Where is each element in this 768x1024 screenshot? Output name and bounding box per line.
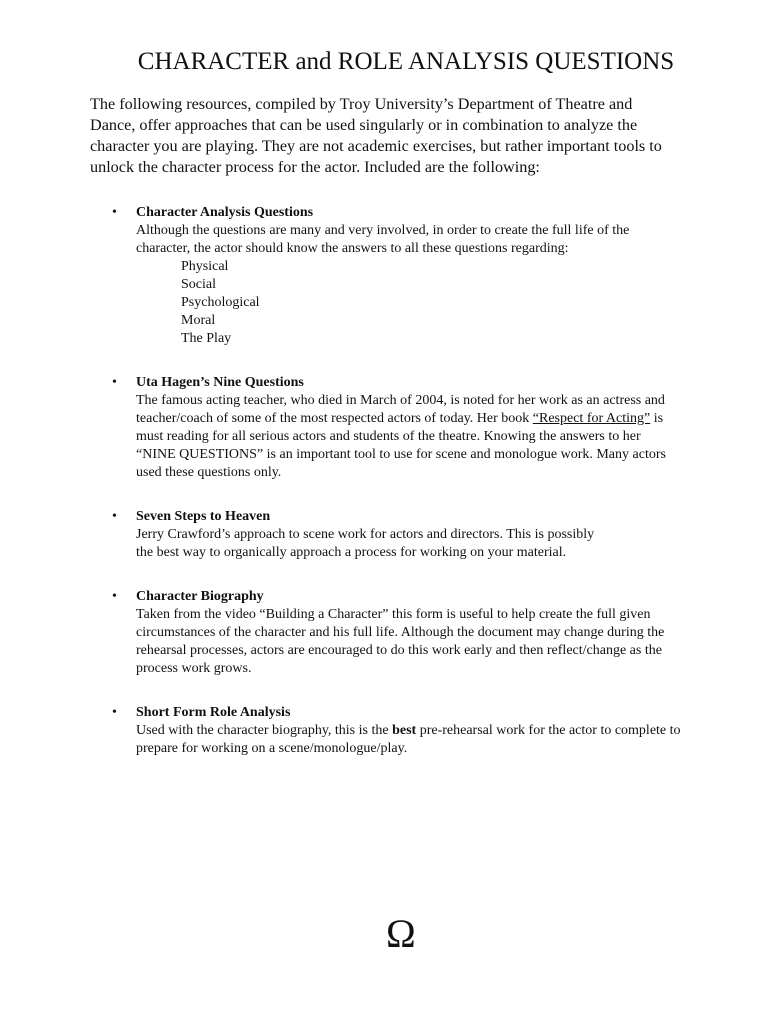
section-text-line: The famous acting teacher, who died in March of 2004, is noted for her work as an actress and <box>136 393 665 408</box>
section-text-line: Although the questions are many and very involved, in order to create the full life of the <box>136 223 630 238</box>
subitem-psychological: Psychological <box>181 295 260 310</box>
page-title: CHARACTER and ROLE ANALYSIS QUESTIONS <box>137 48 675 75</box>
intro-line: unlock the character process for the actor. Included are the following: <box>90 158 540 176</box>
section-text-line: prepare for working on a scene/monologue/play. <box>136 741 408 756</box>
section-text-line <box>136 722 732 740</box>
text-segment: teacher/coach of some of the most respected actors of today. Her book <box>136 411 533 426</box>
intro-paragraph <box>90 94 730 178</box>
subitem-physical: Physical <box>181 259 229 274</box>
section-text-line: the best way to organically approach a process for working on your material. <box>136 545 567 560</box>
section-heading: Character Analysis Questions <box>136 205 314 220</box>
emphasis-best: best <box>392 723 417 738</box>
intro-line: Dance, offer approaches that can be used singularly or in combination to analyze the <box>90 116 638 134</box>
section-text-line: “NINE QUESTIONS” is an important tool to use for scene and monologue work. Many actors <box>136 447 666 462</box>
section-short-form-role-analysis <box>112 704 732 758</box>
intro-line: character you are playing. They are not academic exercises, but rather important tools to <box>90 137 662 155</box>
section-text-line: must reading for all serious actors and students of the theatre. Knowing the answers to her <box>136 429 641 444</box>
subitem-moral: Moral <box>181 313 216 328</box>
bullet-icon: • <box>112 205 117 220</box>
section-heading: Uta Hagen’s Nine Questions <box>136 375 304 390</box>
section-text-line: circumstances of the character and his full life. Although the document may change during the <box>136 625 665 640</box>
bullet-icon: • <box>112 375 117 390</box>
section-text-line <box>136 410 732 428</box>
section-heading: Seven Steps to Heaven <box>136 509 271 524</box>
section-heading: Short Form Role Analysis <box>136 705 291 720</box>
section-uta-hagens-nine-questions <box>112 374 732 482</box>
section-text-line: character, the actor should know the answers to all these questions regarding: <box>136 241 569 256</box>
section-text-line: Jerry Crawford’s approach to scene work for actors and directors. This is possibly <box>136 527 595 542</box>
text-segment: Used with the character biography, this is the <box>136 723 393 738</box>
section-character-biography <box>112 588 732 678</box>
section-character-analysis-questions <box>112 204 732 348</box>
text-segment: pre-rehearsal work for the actor to complete to <box>416 723 681 738</box>
bullet-icon: • <box>112 509 117 524</box>
book-title-link[interactable]: “Respect for Acting” <box>532 411 651 426</box>
subitem-the-play: The Play <box>181 331 232 346</box>
section-text-line: Taken from the video “Building a Character” this form is useful to help create the full given <box>136 607 651 622</box>
bullet-icon: • <box>112 705 117 720</box>
intro-line: The following resources, compiled by Troy University’s Department of Theatre and <box>90 95 633 113</box>
section-text-line: rehearsal processes, actors are encouraged to do this work early and then reflect/change as the <box>136 643 662 658</box>
section-text-line: used these questions only. <box>136 465 282 480</box>
section-seven-steps-to-heaven <box>112 508 732 562</box>
omega-symbol: Ω <box>386 911 416 956</box>
section-heading: Character Biography <box>136 589 264 604</box>
section-text-line: process work grows. <box>136 661 252 676</box>
bullet-icon: • <box>112 589 117 604</box>
text-segment: is <box>650 411 664 426</box>
subitem-social: Social <box>181 277 216 292</box>
